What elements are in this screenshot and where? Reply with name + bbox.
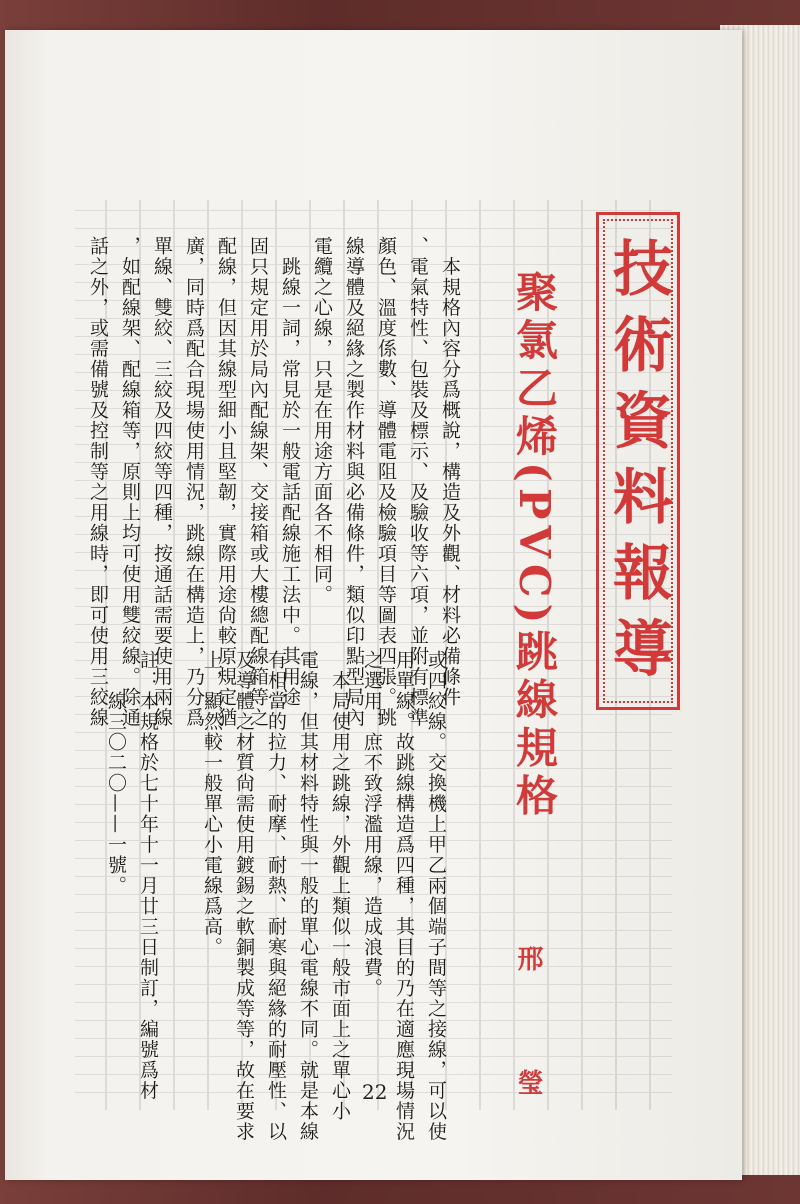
article-title: 聚氯乙烯(PVC)跳線規格	[510, 270, 559, 822]
page-number: 22	[362, 1080, 388, 1104]
text-line: 或四絞線。交換機上甲乙兩個端子間等之接線，可以使	[425, 650, 447, 1142]
text-line: 、電氣特性、包裝及標示、及驗收等六項，並附有標準	[407, 236, 429, 728]
text-line: ，如配線架、配線箱等，原則上均可使用雙絞線。除通	[119, 236, 141, 728]
text-line: 配線，但因其線型細小且堅韌，實際用途尙較原規定猶	[215, 236, 237, 728]
footnote-block	[100, 650, 164, 1101]
article-author: 邢 瑩	[513, 945, 543, 1131]
text-line: 本局使用之跳線，外觀上類似一般市面上之單心小	[329, 650, 351, 1122]
footnote-line: 線三〇二〇——一號。	[105, 650, 127, 896]
footnote-line: 註：本規格於七十年十一月廿三日制訂，編號爲材	[137, 650, 159, 1101]
section-banner	[596, 212, 680, 710]
text-line: 及導體之材質尙需使用鍍錫之軟銅製成等等，故在要求	[233, 650, 255, 1142]
text-line: 本規格內容分爲概說，構造及外觀、材料必備條件	[439, 236, 461, 708]
text-line: 線導體及絕緣之製作材料與必備條件，類似印點型局內	[343, 236, 365, 728]
text-line: 用單線。故跳線構造爲四種，其目的乃在適應現場情況	[393, 650, 415, 1142]
text-line: 之選用，庶不致浮濫用線，造成浪費。	[361, 650, 383, 999]
text-line: 電纜之心線，只是在用途方面各不相同。	[311, 236, 333, 605]
text-line: 跳線一詞，常見於一般電話配線施工法中。其用途	[279, 236, 301, 708]
section-banner-title: 技術資料報導	[603, 237, 673, 693]
text-line: 電線，但其材料特性與一般的單心電線不同。就是本線	[297, 650, 319, 1142]
text-line: 廣，同時爲配合現場使用情況，跳線在構造上，乃分爲	[183, 236, 205, 728]
text-line: 有相當的拉力、耐摩、耐熱、耐寒與絕緣的耐壓性、以	[265, 650, 287, 1142]
text-line: 上，顯然較一般單心小電線爲高。	[201, 650, 223, 958]
text-line: 單線、雙絞、三絞及四絞等四種，按通話需要使用兩線	[151, 236, 173, 728]
text-line: 顏色、溫度係數、導體電阻及檢驗項目等圖表四張。跳	[375, 236, 397, 728]
text-line: 固只規定用於局內配線架、交接箱或大樓總配線箱等之	[247, 236, 269, 728]
text-line: 話之外，或需備號及控制等之用線時，即可使用三絞線	[87, 236, 109, 728]
